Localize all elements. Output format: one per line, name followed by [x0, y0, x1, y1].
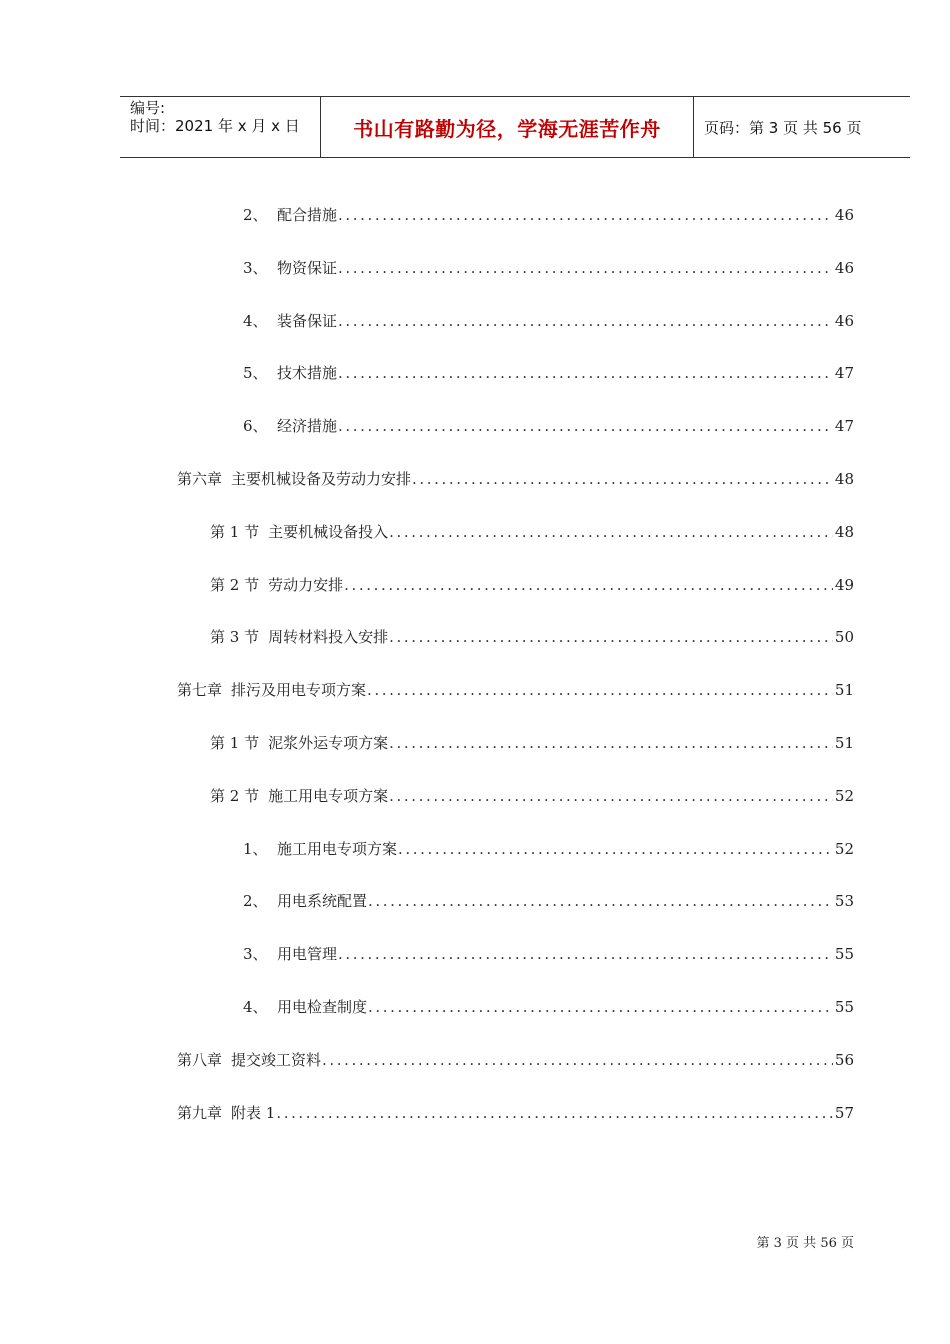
toc-entry-title: 配合措施 [277, 206, 338, 224]
toc-entry-item[interactable] [243, 415, 854, 435]
document-header [120, 96, 910, 158]
toc-entry-page: 56 [834, 1050, 854, 1069]
toc-dot-leader [389, 787, 833, 805]
toc-dot-leader [338, 259, 833, 277]
toc-entry-title: 装备保证 [277, 311, 338, 330]
toc-entry-title: 施工用电专项方案 [277, 839, 398, 858]
toc-entry-title: 用电管理 [277, 945, 338, 964]
toc-dot-leader [368, 892, 833, 910]
toc-entry-page: 57 [834, 1103, 854, 1122]
toc-entry-page: 46 [834, 206, 854, 224]
toc-entry-page: 46 [834, 311, 854, 330]
toc-entry-page: 48 [834, 522, 854, 541]
toc-entry-number: 第 2 节 [210, 575, 260, 594]
header-page-info: 页码：第 3 页 共 56 页 [704, 118, 862, 137]
footer-page-info: 第 3 页 共 56 页 [756, 1236, 854, 1251]
toc-entry-number: 第 2 节 [210, 786, 260, 805]
toc-entry-title: 主要机械设备及劳动力安排 [231, 470, 412, 488]
toc-entry-number: 第 3 节 [210, 628, 260, 647]
toc-entry-number: 3、 [243, 258, 268, 277]
toc-entry-title: 用电系统配置 [277, 892, 368, 911]
toc-entry-page: 46 [834, 258, 854, 277]
toc-entry-item[interactable] [243, 943, 854, 963]
toc-entry-item[interactable] [243, 362, 854, 382]
toc-dot-leader [367, 681, 833, 699]
toc-entry-title: 周转材料投入安排 [268, 628, 389, 647]
toc-entry-item[interactable] [243, 257, 854, 277]
toc-entry-title: 劳动力安排 [268, 575, 344, 594]
toc-entry-page: 52 [834, 839, 854, 858]
toc-entry-title: 施工用电专项方案 [268, 786, 389, 805]
toc-dot-leader [338, 364, 833, 382]
toc-dot-leader [412, 470, 833, 488]
toc-entry-number: 第 1 节 [210, 522, 260, 541]
toc-dot-leader [338, 417, 833, 435]
toc-entry-number: 2、 [243, 892, 268, 911]
toc-entry-page: 50 [834, 628, 854, 647]
document-time-label: 时间：2021 年 x 月 x 日 [130, 117, 300, 135]
toc-entry-item[interactable] [243, 310, 854, 330]
toc-entry-chapter[interactable] [177, 1049, 854, 1069]
toc-entry-page: 47 [834, 417, 854, 436]
toc-dot-leader [368, 998, 833, 1016]
toc-entry-section[interactable] [210, 732, 854, 752]
toc-entry-number: 第八章 [177, 1050, 223, 1069]
toc-dot-leader [389, 523, 833, 541]
toc-dot-leader [322, 1051, 833, 1069]
toc-entry-page: 48 [834, 470, 854, 488]
toc-entry-page: 51 [834, 734, 854, 752]
toc-entry-page: 49 [834, 575, 854, 594]
toc-entry-number: 第六章 [177, 470, 223, 488]
toc-dot-leader [389, 628, 833, 646]
toc-entry-number: 3、 [243, 945, 268, 964]
toc-entry-number: 第七章 [177, 681, 223, 700]
document-number-label: 编号: [130, 99, 166, 117]
toc-entry-page: 47 [834, 364, 854, 383]
toc-entry-item[interactable] [243, 838, 854, 858]
toc-entry-title: 主要机械设备投入 [268, 522, 389, 541]
toc-entry-page: 51 [834, 681, 854, 700]
toc-entry-number: 第九章 [177, 1103, 223, 1122]
toc-entry-section[interactable] [210, 785, 854, 805]
toc-entry-item[interactable] [243, 996, 854, 1016]
toc-entry-title: 泥浆外运专项方案 [268, 734, 389, 752]
toc-entry-number: 6、 [243, 417, 268, 436]
toc-entry-title: 用电检查制度 [277, 998, 368, 1016]
toc-dot-leader [398, 840, 833, 858]
toc-entry-title: 物资保证 [277, 258, 338, 277]
toc-entry-section[interactable] [210, 574, 854, 594]
toc-entry-number: 4、 [243, 998, 268, 1016]
toc-entry-title: 技术措施 [277, 364, 338, 383]
header-motto-cell [321, 97, 694, 157]
toc-entry-number: 4、 [243, 311, 268, 330]
toc-entry-page: 55 [834, 945, 854, 964]
header-page-cell [694, 97, 910, 157]
toc-dot-leader [389, 734, 833, 752]
toc-entry-number: 第 1 节 [210, 734, 260, 752]
header-motto: 书山有路勤为径，学海无涯苦作舟 [353, 116, 661, 141]
toc-entry-chapter[interactable] [177, 679, 854, 699]
toc-entry-title: 提交竣工资料 [231, 1050, 322, 1069]
toc-entry-number: 1、 [243, 839, 268, 858]
toc-dot-leader [276, 1104, 833, 1122]
toc-dot-leader [338, 206, 833, 224]
toc-entry-title: 排污及用电专项方案 [231, 681, 367, 700]
toc-dot-leader [338, 312, 833, 330]
toc-entry-chapter[interactable] [177, 468, 854, 488]
toc-dot-leader [338, 945, 833, 963]
toc-entry-number: 2、 [243, 206, 268, 224]
toc-entry-section[interactable] [210, 626, 854, 646]
toc-entry-number: 5、 [243, 364, 268, 383]
toc-entry-section[interactable] [210, 521, 854, 541]
toc-entry-item[interactable] [243, 890, 854, 910]
header-meta-cell [120, 97, 321, 157]
toc-entry-page: 52 [834, 786, 854, 805]
toc-dot-leader [344, 576, 833, 594]
toc-entry-item[interactable] [243, 204, 854, 224]
toc-entry-title: 经济措施 [277, 417, 338, 436]
toc-entry-page: 53 [834, 892, 854, 911]
toc-entry-page: 55 [834, 998, 854, 1016]
toc-entry-chapter[interactable] [177, 1102, 854, 1122]
toc-entry-title: 附表 1 [231, 1103, 276, 1122]
